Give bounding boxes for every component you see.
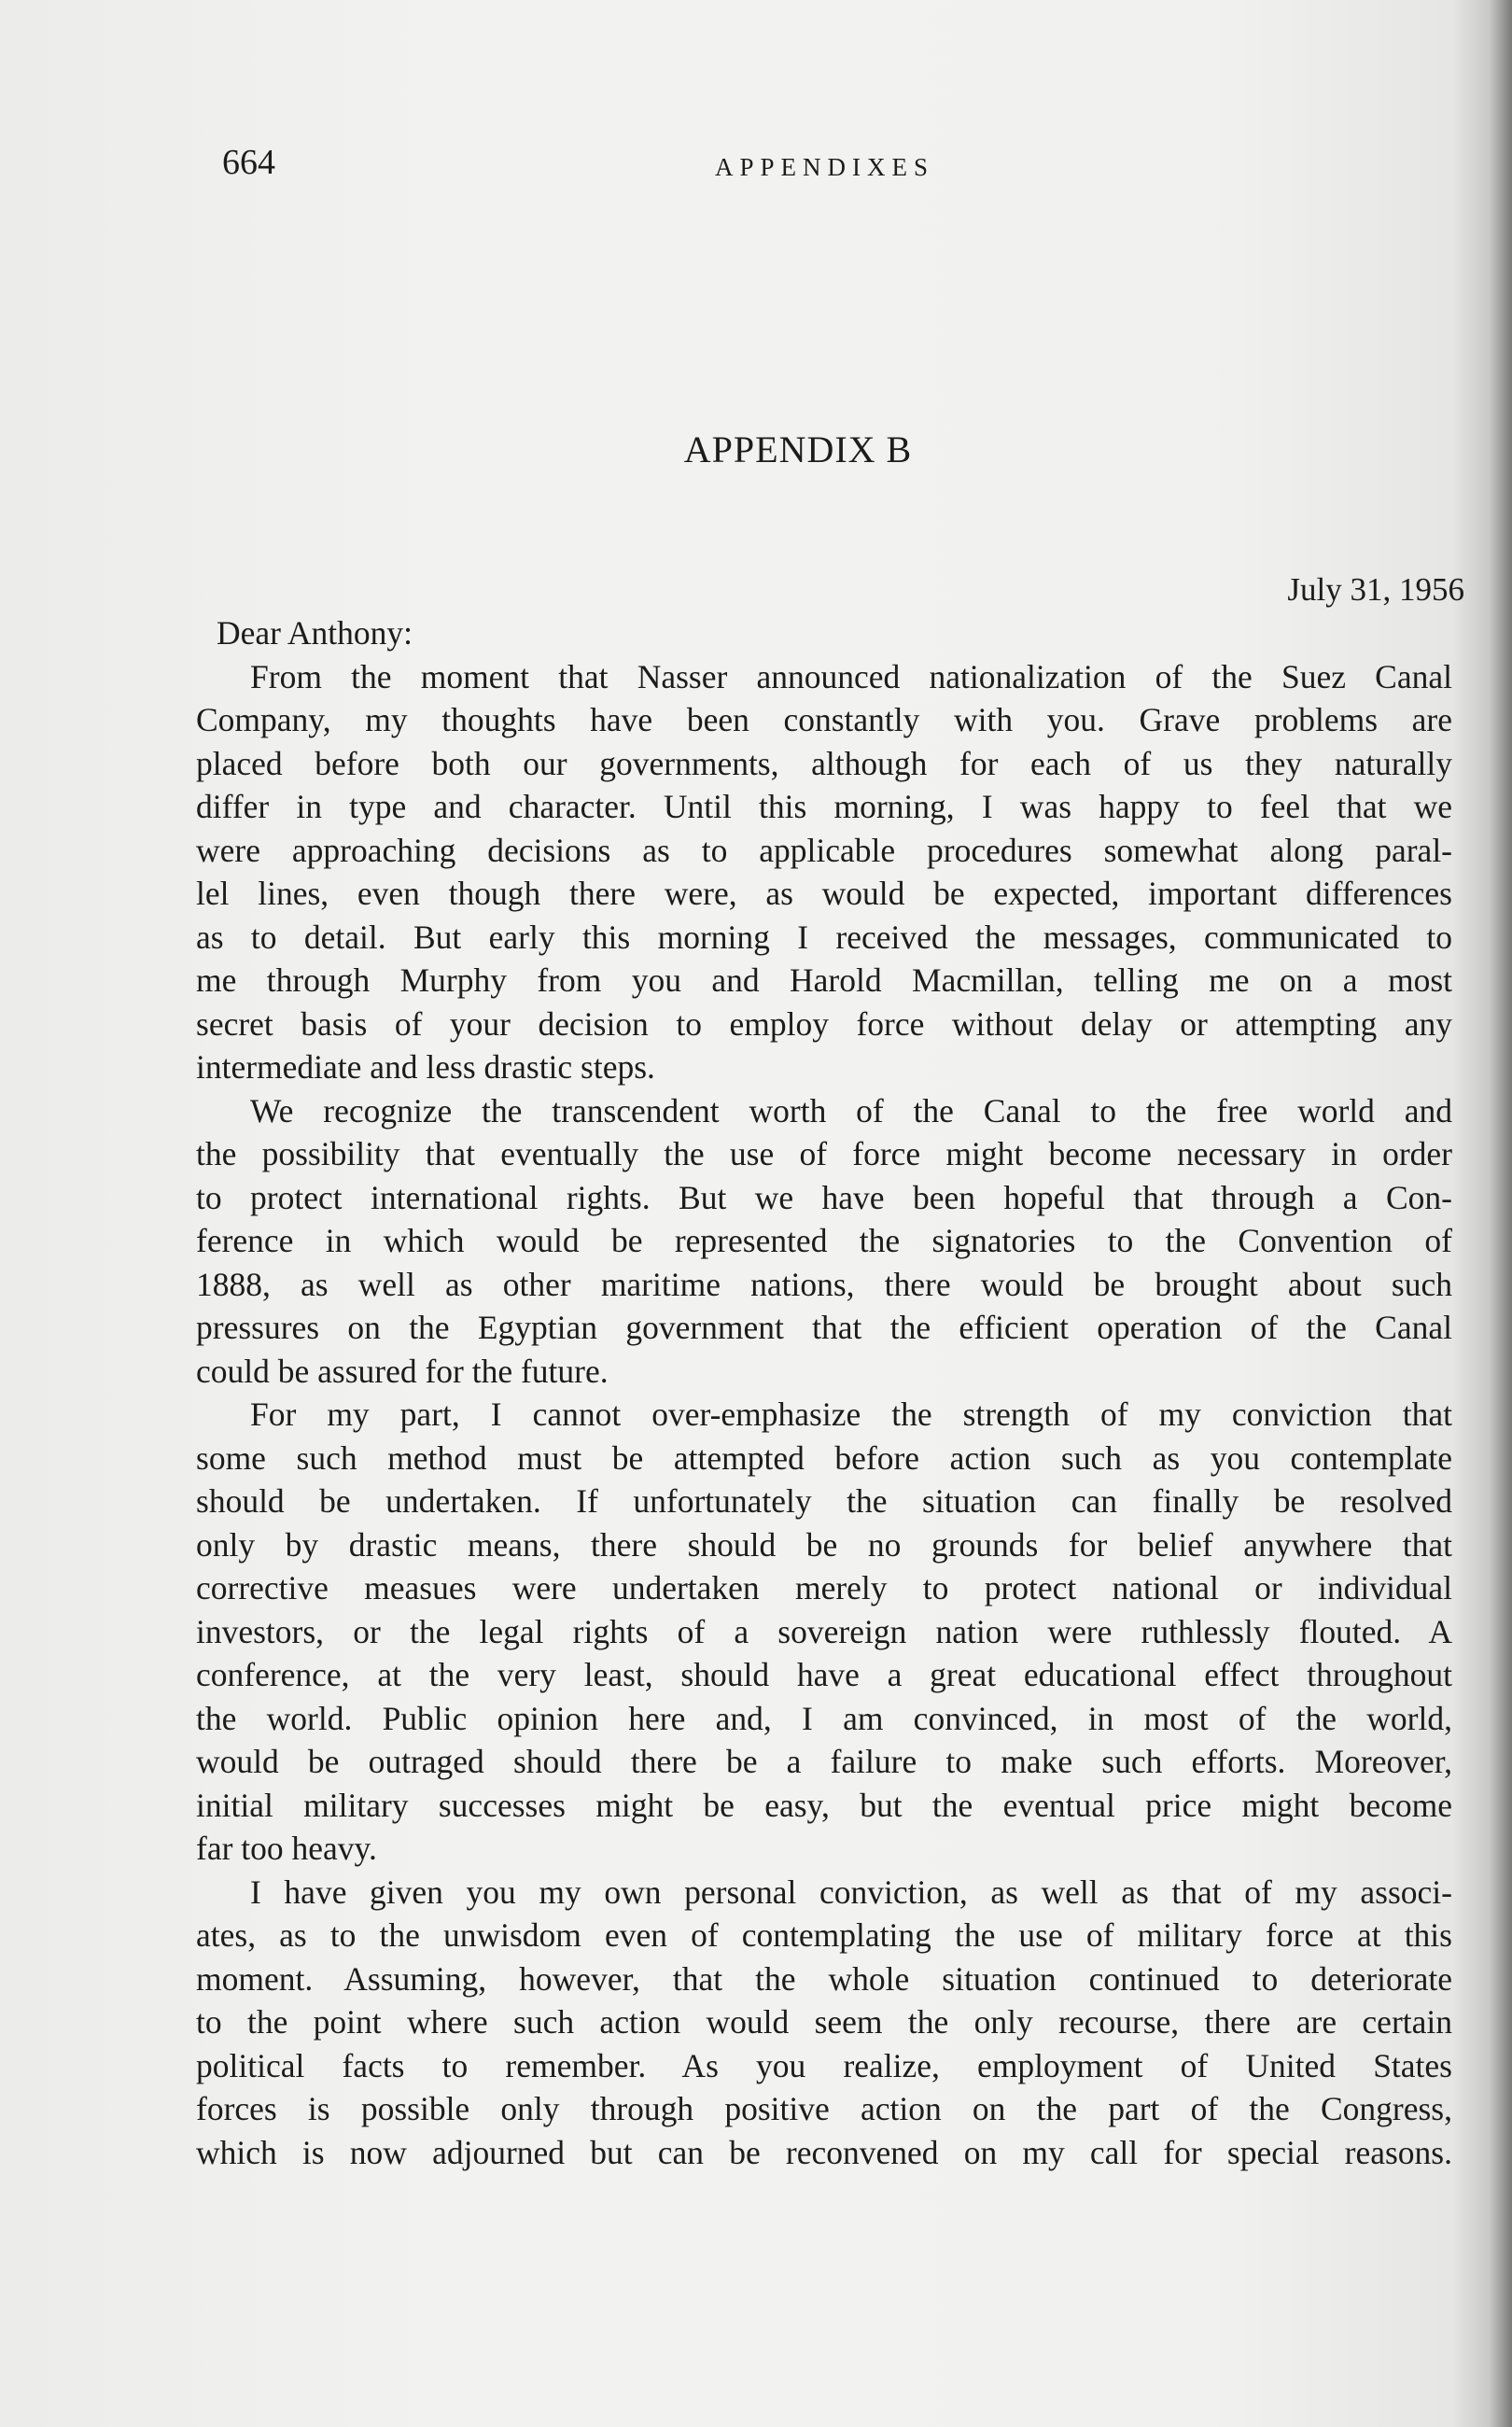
paragraph-4-line: political facts to remember. As you realize, employment of United States — [196, 2046, 1452, 2084]
paragraph-3-line: corrective measues were undertaken merely to protect national or individual — [196, 1569, 1452, 1606]
paragraph-1-line: were approaching decisions as to applicable procedures somewhat along paral- — [196, 831, 1452, 869]
paragraph-4-line: forces is possible only through positive action on the part of the Congress, — [196, 2090, 1452, 2127]
paragraph-2-line: pressures on the Egyptian government that the efficient operation of the Canal — [196, 1309, 1452, 1346]
paragraph-3-line: far too heavy. — [196, 1830, 377, 1867]
paragraph-3-line: only by drastic means, there should be no grounds for belief anywhere that — [196, 1525, 1452, 1564]
paragraph-1-line: placed before both our governments, although for each of us they naturally — [196, 744, 1452, 782]
paragraph-2-line: could be assured for the future. — [196, 1352, 609, 1390]
paragraph-3-line: conference, at the very least, should have a great educational effect throughout — [196, 1656, 1452, 1693]
running-title: APPENDIXES — [715, 153, 935, 181]
paragraph-4-line: to the point where such action would seem the only recourse, there are certain — [196, 2003, 1452, 2041]
paragraph-2-line: to protect international rights. But we have been hopeful that through a Con- — [196, 1178, 1452, 1216]
paragraph-4-line: which is now adjourned but can be reconvened on my call for special reasons. — [196, 2133, 1452, 2171]
paragraph-3-line: the world. Public opinion here and, I am convinced, in most of the world, — [196, 1699, 1452, 1737]
paragraph-3-line: should be undertaken. If unfortunately the situation can finally be resolved — [196, 1482, 1452, 1520]
paragraph-3-line: initial military successes might be easy, but the eventual price might become — [196, 1786, 1452, 1824]
paragraph-2-line: We recognize the transcendent worth of the Canal to the free world and — [250, 1091, 1452, 1129]
paragraph-1-line: secret basis of your decision to employ force without delay or attempting any — [196, 1004, 1452, 1043]
paragraph-3-line: investors, or the legal rights of a sovereign nation were ruthlessly flouted. A — [196, 1612, 1452, 1650]
paragraph-1-line: as to detail. But early this morning I received the messages, communicated to — [196, 918, 1452, 956]
page-number: 664 — [222, 143, 275, 182]
paragraph-4-line: I have given you my own personal conviction, as well as that of my associ- — [250, 1873, 1452, 1911]
paragraph-2-line: ference in which would be represented the signatories to the Convention of — [196, 1222, 1452, 1259]
paragraph-1-line: lel lines, even though there were, as would be expected, important differences — [196, 875, 1452, 912]
salutation: Dear Anthony: — [217, 614, 413, 652]
running-head — [222, 142, 1463, 189]
paragraph-1-line: From the moment that Nasser announced nationalization of the Suez Canal — [250, 657, 1452, 695]
paragraph-2-line: the possibility that eventually the use of force might become necessary in order — [196, 1135, 1452, 1172]
paragraph-1-line: differ in type and character. Until this morning, I was happy to feel that we — [196, 788, 1452, 825]
paragraph-1-line: intermediate and less drastic steps. — [196, 1048, 655, 1086]
paragraph-3-line: For my part, I cannot over-emphasize the strength of my conviction that — [250, 1396, 1452, 1433]
appendix-title: APPENDIX B — [683, 428, 913, 470]
paragraph-4-line: ates, as to the unwisdom even of contemplating the use of military force at this — [196, 1916, 1452, 1954]
paragraph-4-line: moment. Assuming, however, that the whole situation continued to deteriorate — [196, 1959, 1452, 1998]
paragraph-1-line: Company, my thoughts have been constantly with you. Grave problems are — [196, 701, 1452, 738]
letter-body — [196, 611, 1452, 2174]
paragraph-1-line: me through Murphy from you and Harold Macmillan, telling me on a most — [196, 961, 1452, 999]
paragraph-3-line: some such method must be attempted before action such as you contemplate — [196, 1438, 1452, 1477]
letter-date: July 31, 1956 — [1287, 571, 1464, 608]
paragraph-2-line: 1888, as well as other maritime nations, there would be brought about such — [196, 1265, 1452, 1303]
paragraph-3-line: would be outraged should there be a failure to make such efforts. Moreover, — [196, 1743, 1452, 1780]
